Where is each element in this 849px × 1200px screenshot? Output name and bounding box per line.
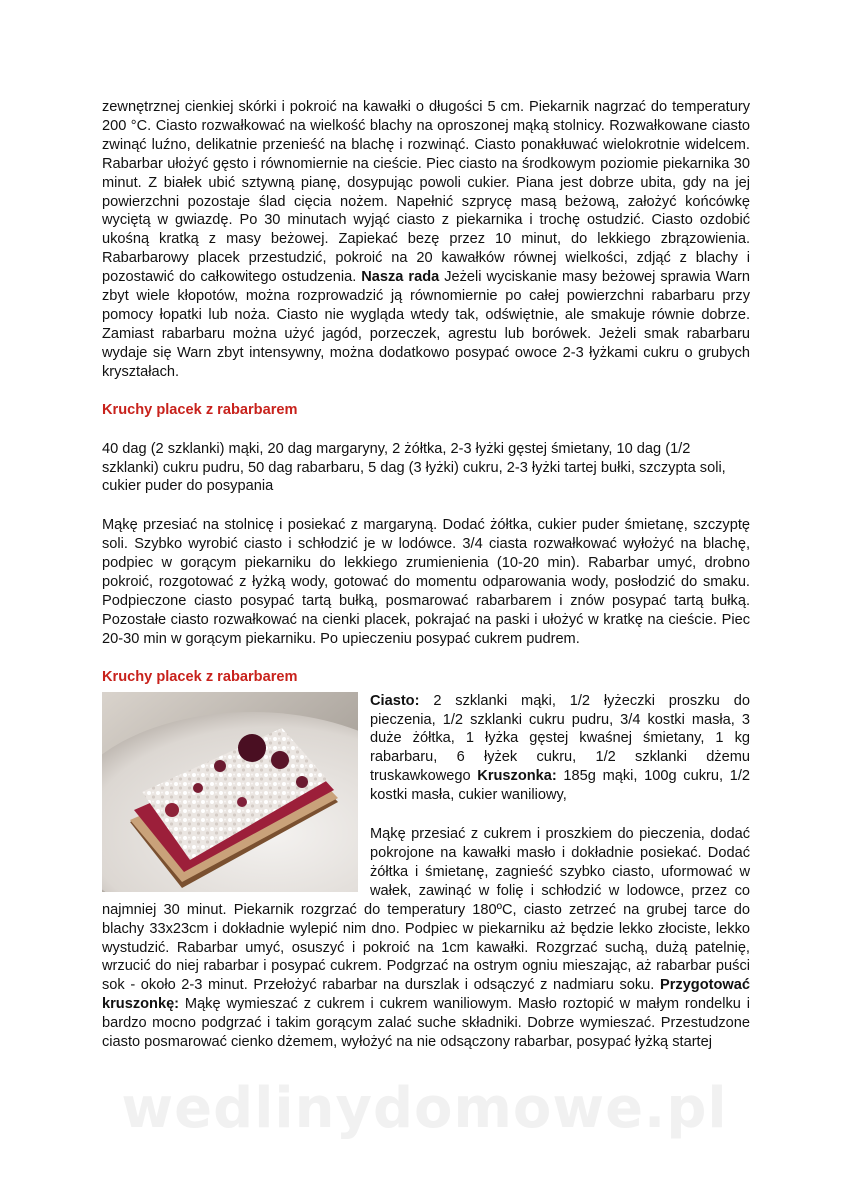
cake-photo — [102, 692, 358, 892]
document-page — [102, 98, 750, 1052]
recipe2-title: Kruchy placek z rabarbarem — [102, 668, 298, 685]
cake-photo-icon — [102, 692, 358, 892]
recipe1-ingredients: 40 dag (2 szklanki) mąki, 20 dag margaryny, 2 żółtka, 2-3 łyżki gęstej śmietany, 10 dag (1/2 szklanki) cukru pudru, 50 dag rabarbaru, 5 dag (3 łyżki) cukru, 2-3 łyżki tartej bułki, szczypta soli, cukier puder do posypania — [102, 440, 726, 495]
ingredients-label: Ciasto: — [370, 692, 420, 709]
tip-label: Nasza rada — [361, 269, 440, 286]
recipe1-method: Mąkę przesiać na stolnicę i posiekać z margaryną. Dodać żółtka, cukier puder śmietanę, szczyptę soli. Szybko wyrobić ciasto i schłodzić je w lodówce. 3/4 ciasta rozwałkować wyłożyć na blachę, podpiec w gorącym piekarniku do lekkiego zrumienienia (10-20 min). Rabarbar umyć, drobno pokroić, rozgotować z łyżką wody, gotować do momentu odparowania wody, posłodzić do smaku. Podpieczone ciasto posypać tartą bułką, posmarować rabarbarem i znów posypać tartą bułką. Pozostałe ciasto rozwałkować na cienki placek, pokrajać na paski i ułożyć w kratkę na cieście. Piec 20-30 min w gorącym piekarniku. Po upieczeniu posypać cukrem pudrem. — [102, 517, 750, 647]
crumble-label: Kruszonka: — [477, 768, 557, 785]
crumble-method-label: Przygotować kruszonkę: — [102, 977, 750, 1013]
intro-text-a: zewnętrznej cienkiej skórki i pokroić na kawałki o długości 5 cm. Piekarnik nagrzać do temperatury 200 °C. Ciasto rozwałkować na wielkość blachy na oproszonej mąką stolnicy. Rozwałkowane ciasto zwinąć luźno, delikatnie przenieść na blachę i rozwinąć. Ciasto ponakłuwać wielokrotnie widelcem. Rabarbar ułożyć gęsto i równomiernie na cieście. Piec ciasto na środkowym poziomie piekarnika 30 minut. Z białek ubić sztywną pianę, dosypując powoli cukier. Piana jest dobrze ubita, gdy na jej powierzchni pozostaje ślad cięcia nożem. Napełnić szprycę masą beżową, założyć końcówkę wyciętą w gwiazdę. Po 30 minutach wyjąć ciasto z piekarnika i trochę ostudzić. Ciasto ozdobić ukośną kratką z masy beżowej. Zapiekać bezę przez 10 minut, do lekkiego zbrązowienia. Rabarbarowy placek przestudzić, pokroić na 20 kawałków równej wielkości, zdjąć z blachy i pozostawić do całkowitego ostudzenia. — [102, 99, 750, 286]
method-text-b: Mąkę wymieszać z cukrem i cukrem waniliowym. Masło roztopić w małym rondelku i bardzo mocno podgrzać i takim gorącym zalać suche składniki. Dobrze wymieszać. Przestudzone ciasto posmarować cienko dżemem, wyłożyć na nie odsączony rabarbar, posypać łyżką startej — [102, 996, 750, 1051]
crumble-text: 185g mąki, 100g cukru, 1/2 kostki masła, cukier waniliowy, — [370, 768, 750, 804]
method-text-a: Mąkę przesiać z cukrem i proszkiem do pieczenia, dodać pokrojone na kawałki masło i dokładnie posiekać. Dodać żółtka i śmietanę, zagnieść szybko ciasto, uformować w wałek, zawinąć w folię i schłodzić w lodowce, przez co najmniej 30 minut. Piekarnik rozgrzać do temperatury 180ºC, ciasto zetrzeć na grubej tarce do blachy 33x23cm i dokładnie wylepić nim dno. Podpiec w piekarniku aż będzie lekko złociste, lekko wystudzić. Rabarbar umyć, osuszyć i pokroić na 1cm kawałki. Rozgrzać suchą, dużą patelnię, wrzucić do niej rabarbar i posypać cukrem. Podgrzać na ostrym ogniu mieszając, aż rabarbar puści sok - około 2-3 minut. Przełożyć rabarbar na durszlak i odsączyć z nadmiaru soku. — [102, 826, 750, 994]
ingredients-text: 2 szklanki mąki, 1/2 łyżeczki proszku do pieczenia, 1/2 szklanki cukru pudru, 3/4 kostki masła, 3 duże żółtka, 1 łyżka gęstej kwaśnej śmietany, 1 kg rabarbaru, 6 łyżek cukru, 1/2 szklanki dżemu truskawkowego — [370, 692, 750, 785]
site-watermark: wedlinydomowe.pl — [121, 1076, 728, 1141]
intro-text-b: Jeżeli wyciskanie masy beżowej sprawia Warn zbyt wiele kłopotów, można rozprowadzić ją równomiernie po całej powierzchni rabarbaru przy pomocy łopatki lub noża. Ciasto nie wygląda wtedy tak, odświętnie, ale smakuje równie dobrze. Zamiast rabarbaru można użyć jagód, porzeczek, agrestu lub borówek. Jeżeli smak rabarbaru wydaje się Warn zbyt intensywny, można dodatkowo posypać owoce 2-3 łyżkami cukru o grubych kryształach. — [102, 269, 750, 380]
recipe1-title: Kruchy placek z rabarbarem — [102, 401, 298, 418]
intro-paragraph — [102, 98, 750, 382]
